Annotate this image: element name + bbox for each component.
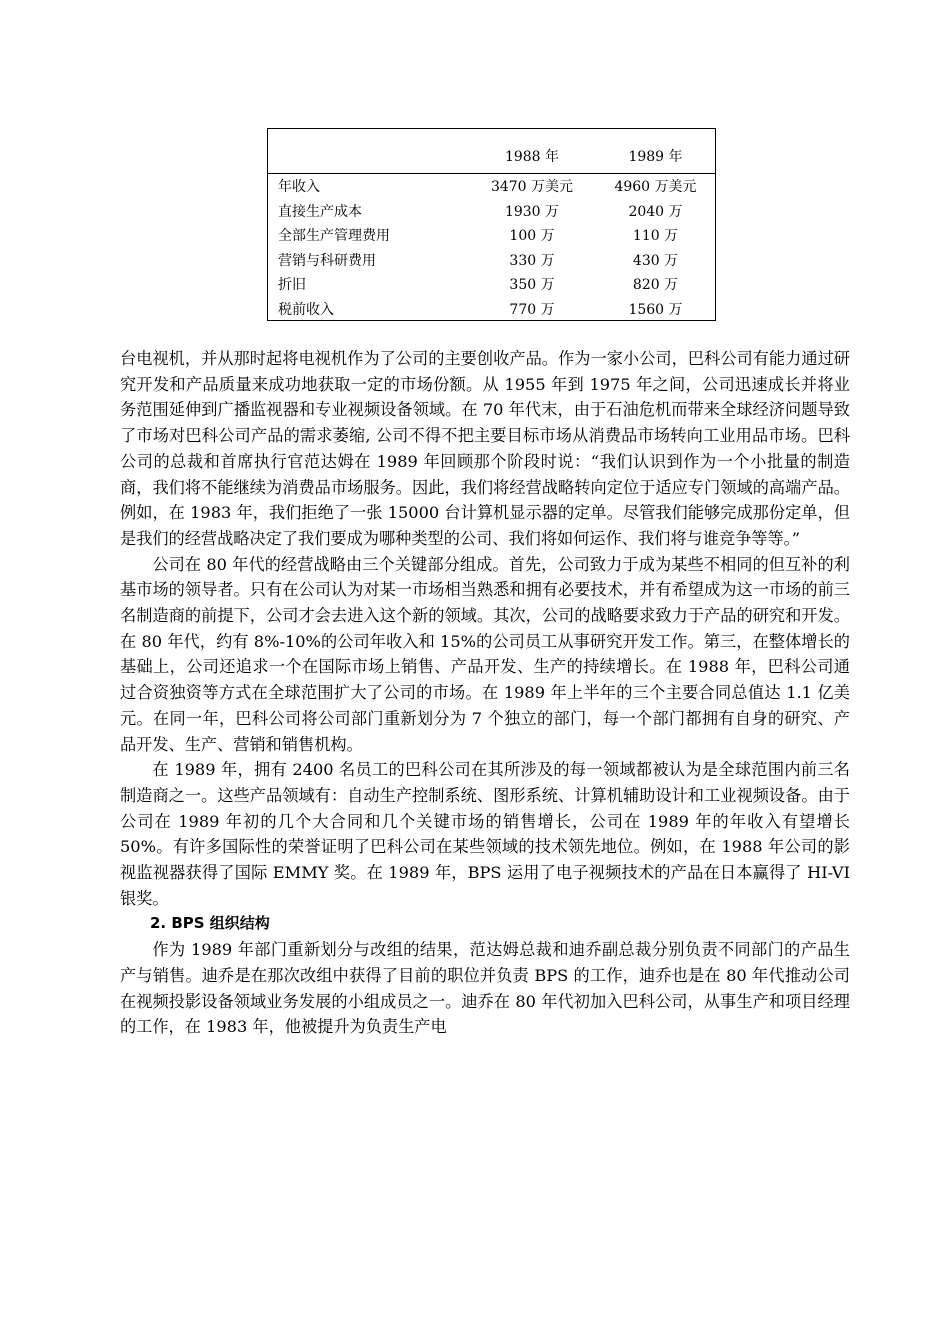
table-row <box>268 248 715 273</box>
section-heading: 2. BPS 组织结构 <box>150 914 270 933</box>
financial-table <box>268 129 715 321</box>
table-row <box>268 272 715 297</box>
table-row <box>268 174 715 199</box>
financial-table-box <box>267 128 716 321</box>
row-label: 直接生产成本 <box>278 203 362 220</box>
row-value-1988: 770 万 <box>509 301 555 318</box>
row-value-1989: 1560 万 <box>628 301 683 318</box>
paragraph-3: 在 1989 年，拥有 2400 名员工的巴科公司在其所涉及的每一领域都被认为是全球范围内前三名制造商之一。这些产品领域有：自动生产控制系统、图形系统、计算机辅助设计和工业视频设备。由于公司在 1989 年初的几个大合同和几个关键市场的销售增长，公司在 1989 年的年收入有望增长 50%。有许多国际性的荣誉证明了巴科公司在某些领域的技术领先地位。例如，在 1988 年公司的影视监视器获得了国际 EMMY 奖。在 1989 年，BPS 运用了电子视频技术的产品在日本赢得了 HI-VI 银奖。 <box>120 760 850 908</box>
row-value-1988: 330 万 <box>509 252 555 269</box>
row-value-1988: 100 万 <box>509 228 555 245</box>
row-label: 全部生产管理费用 <box>278 228 390 245</box>
row-value-1989: 4960 万美元 <box>614 179 697 196</box>
row-label: 年收入 <box>278 179 320 196</box>
table-row <box>268 223 715 248</box>
body-text <box>120 346 850 1040</box>
paragraph-2: 公司在 80 年代的经营战略由三个关键部分组成。首先，公司致力于成为某些不相同的但互补的利基市场的领导者。只有在公司认为对某一市场相当熟悉和拥有必要技术，并有希望成为这一市场的前三名制造商的前提下，公司才会去进入这个新的领域。其次，公司的战略要求致力于产品的研究和开发。在 80 年代，约有 8%-10%的公司年收入和 15%的公司员工从事研究开发工作。第三，在整体增长的基础上，公司还追求一个在国际市场上销售、产品开发、生产的持续增长。在 1988 年，巴科公司通过合资独资等方式在全球范围扩大了公司的市场。在 1989 年上半年的三个主要合同总值达 1.1 亿美元。在同一年，巴科公司将公司部门重新划分为 7 个独立的部门，每一个部门都拥有自身的研究、产品开发、生产、营销和销售机构。 <box>120 554 850 754</box>
paragraph-1: 台电视机，并从那时起将电视机作为了公司的主要创收产品。作为一家小公司，巴科公司有能力通过研究开发和产品质量来成功地获取一定的市场份额。从 1955 年到 1975 年之间，公司迅速成长并将业务范围延伸到广播监视器和专业视频设备领域。在 70 年代末，由于石油危机而带来全球经济问题导致了市场对巴科公司产品的需求萎缩, 公司不得不把主要目标市场从消费品市场转向工业用品市场。巴科公司的总裁和首席执行官范达姆在 1989 年回顾那个阶段时说：“我们认识到作为一个小批量的制造商，我们将不能继续为消费品市场服务。因此，我们将经营战略转向定位于适应专门领域的高端产品。例如，在 1983 年，我们拒绝了一张 15000 台计算机显示器的定单。尽管我们能够完成那份定单，但是我们的经营战略决定了我们要成为哪种类型的公司、我们将如何运作、我们将与谁竞争等等。” <box>120 349 850 548</box>
row-value-1989: 110 万 <box>632 228 679 245</box>
table-row <box>268 199 715 224</box>
row-value-1989: 820 万 <box>632 277 679 294</box>
table-header-row <box>268 129 715 174</box>
row-value-1988: 350 万 <box>509 277 555 294</box>
table-header-1988: 1988 年 <box>504 149 560 165</box>
row-label: 折旧 <box>278 277 306 294</box>
row-label: 营销与科研费用 <box>278 252 376 269</box>
table-header-blank <box>268 129 468 174</box>
row-value-1988: 1930 万 <box>504 203 560 220</box>
paragraph-4: 作为 1989 年部门重新划分与改组的结果，范达姆总裁和迪乔副总裁分别负责不同部门的产品生产与销售。迪乔是在那次改组中获得了目前的职位并负责 BPS 的工作，迪乔也是在 80 年代推动公司在视频投影设备领域业务发展的小组成员之一。迪乔在 80 年代初加入巴科公司，从事生产和项目经理的工作，在 1983 年，他被提升为负责生产电 <box>120 940 850 1037</box>
row-value-1988: 3470 万美元 <box>490 179 574 196</box>
row-value-1989: 2040 万 <box>628 203 683 220</box>
table-row <box>268 297 715 322</box>
row-value-1989: 430 万 <box>632 252 679 269</box>
table-header-1989: 1989 年 <box>628 149 683 165</box>
row-label: 税前收入 <box>278 301 334 318</box>
